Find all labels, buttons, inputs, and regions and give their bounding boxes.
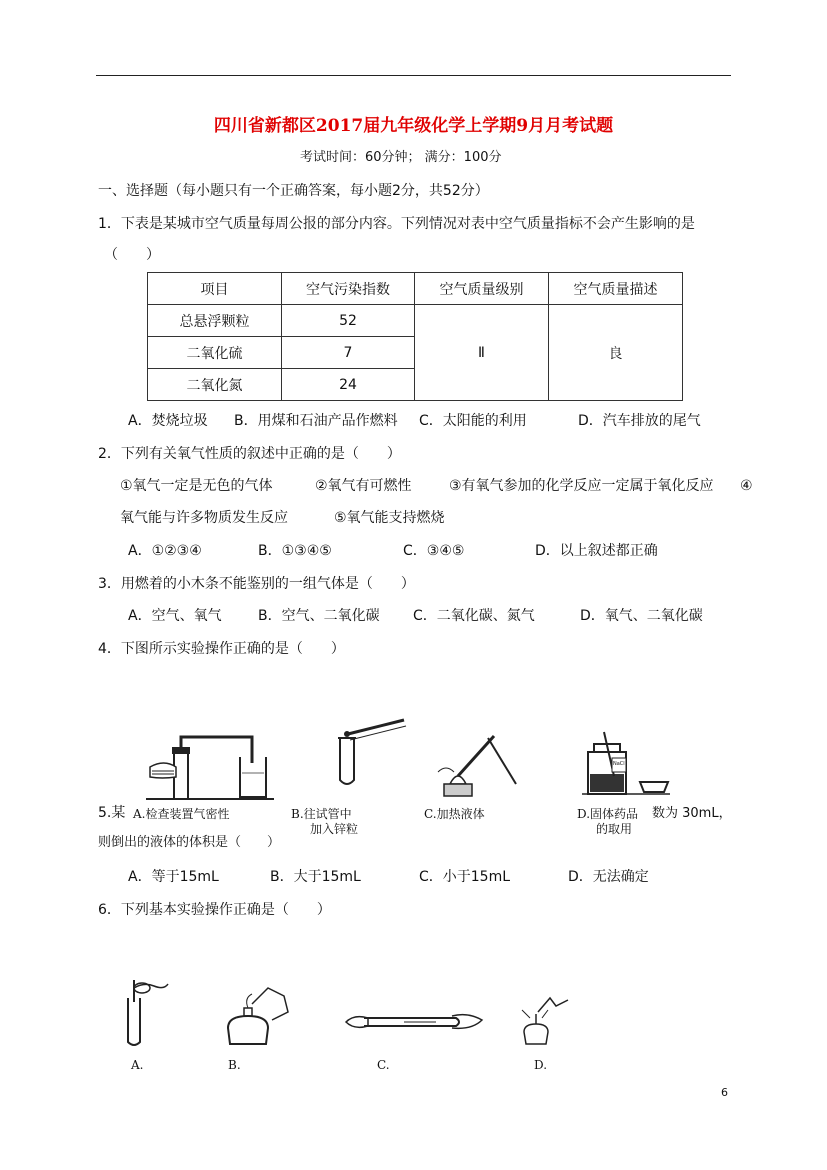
- fig-d-solid-reagent: [582, 730, 672, 798]
- q2-statement-4: 氧气能与许多物质发生反应: [120, 510, 288, 526]
- q5-option-d: D．无法确定: [568, 869, 649, 885]
- table-header-cell: 项目: [148, 273, 282, 305]
- fig-b-test-tube-zinc: [300, 718, 410, 790]
- q1-option-b: B．用煤和石油产品作燃料: [234, 413, 398, 429]
- fig6-d-lamp-lighting: [516, 996, 576, 1048]
- air-quality-table: [147, 272, 683, 401]
- fig6-b-alcohol-lamp: [218, 986, 298, 1050]
- q2-option-c: C．③④⑤: [403, 543, 465, 559]
- table-cell-item: 总悬浮颗粒: [148, 305, 282, 337]
- fig-d-caption-line2: 的取用: [596, 822, 633, 836]
- fig-a-caption: A.检查装置气密性: [133, 807, 230, 821]
- table-cell-description: 良: [549, 305, 683, 401]
- q2-option-d: D．以上叙述都正确: [535, 543, 658, 559]
- q2-statement-1: ①氧气一定是无色的气体: [120, 478, 273, 494]
- table-cell-index: 52: [282, 305, 415, 337]
- q5-prefix: 5.某: [98, 805, 126, 821]
- fig6-c-test-tube-horizontal: [344, 1004, 484, 1040]
- header-rule: [96, 75, 731, 76]
- q2-stem: 2．下列有关氧气性质的叙述中正确的是（ ）: [98, 446, 401, 462]
- fig-c-caption: C.加热液体: [424, 807, 485, 821]
- page-number: 6: [721, 1086, 728, 1099]
- q1-stem-line1: 1．下表是某城市空气质量每周公报的部分内容。下列情况对表中空气质量指标不会产生影响的是: [98, 216, 695, 232]
- fig-b-caption-line2: 加入锌粒: [310, 822, 359, 836]
- table-header-row: [148, 273, 683, 305]
- fig-a-airtightness-check: [146, 733, 276, 803]
- q1-option-a: A．焚烧垃圾: [128, 413, 208, 429]
- q5-option-a: A．等于15mL: [128, 869, 219, 885]
- q3-option-b: B．空气、二氧化碳: [258, 608, 380, 624]
- q1-option-c: C．太阳能的利用: [419, 413, 527, 429]
- table-cell-item: 二氧化氮: [148, 369, 282, 401]
- fig6-a-dropper: [120, 980, 180, 1048]
- q5-option-b: B．大于15mL: [270, 869, 361, 885]
- q3-option-c: C．二氧化碳、氮气: [413, 608, 535, 624]
- fig-d-nacl-label: NaCl: [613, 761, 625, 767]
- q3-option-a: A．空气、氧气: [128, 608, 222, 624]
- q6-stem: 6．下列基本实验操作正确是（ ）: [98, 902, 331, 918]
- q5-suffix: 数为 30mL，: [652, 806, 732, 821]
- q4-stem: 4．下图所示实验操作正确的是（ ）: [98, 641, 345, 657]
- fig6-label-c: C.: [377, 1058, 390, 1072]
- q1-option-d: D．汽车排放的尾气: [578, 413, 701, 429]
- q3-stem: 3．用燃着的小木条不能鉴别的一组气体是（ ）: [98, 576, 415, 592]
- q2-option-b: B．①③④⑤: [258, 543, 332, 559]
- q2-statement-2: ②氧气有可燃性: [315, 478, 412, 494]
- q3-option-d: D．氧气、二氧化碳: [580, 608, 703, 624]
- q2-option-a: A．①②③④: [128, 543, 202, 559]
- fig6-label-b: B.: [228, 1058, 241, 1072]
- fig6-label-a: A.: [131, 1058, 144, 1072]
- table-header-cell: 空气质量描述: [549, 273, 683, 305]
- table-cell-level: Ⅱ: [415, 305, 549, 401]
- table-row: [148, 305, 683, 337]
- q5-option-c: C．小于15mL: [419, 869, 511, 885]
- q5-stem-line2: 则倒出的液体的体积是（ ）: [98, 835, 281, 850]
- q2-statement-4-marker: ④: [740, 478, 753, 494]
- q1-stem-line2: （ ）: [104, 247, 160, 263]
- exam-info: 考试时间：60分钟； 满分：100分: [300, 150, 502, 165]
- table-cell-index: 24: [282, 369, 415, 401]
- page-title: 四川省新都区2017届九年级化学上学期9月月考试题: [213, 116, 614, 136]
- fig-d-caption-line1: D.固体药品: [577, 807, 639, 821]
- q2-statement-5: ⑤氧气能支持燃烧: [334, 510, 445, 526]
- section-heading: 一、选择题（每小题只有一个正确答案，每小题2分，共52分）: [98, 183, 489, 199]
- q2-statement-3: ③有氧气参加的化学反应一定属于氧化反应: [449, 478, 714, 494]
- table-cell-item: 二氧化硫: [148, 337, 282, 369]
- table-header-cell: 空气污染指数: [282, 273, 415, 305]
- fig-c-heating-liquid: [432, 728, 522, 800]
- table-cell-index: 7: [282, 337, 415, 369]
- table-header-cell: 空气质量级别: [415, 273, 549, 305]
- fig6-label-d: D.: [534, 1058, 548, 1072]
- fig-b-caption-line1: B.往试管中: [291, 807, 352, 821]
